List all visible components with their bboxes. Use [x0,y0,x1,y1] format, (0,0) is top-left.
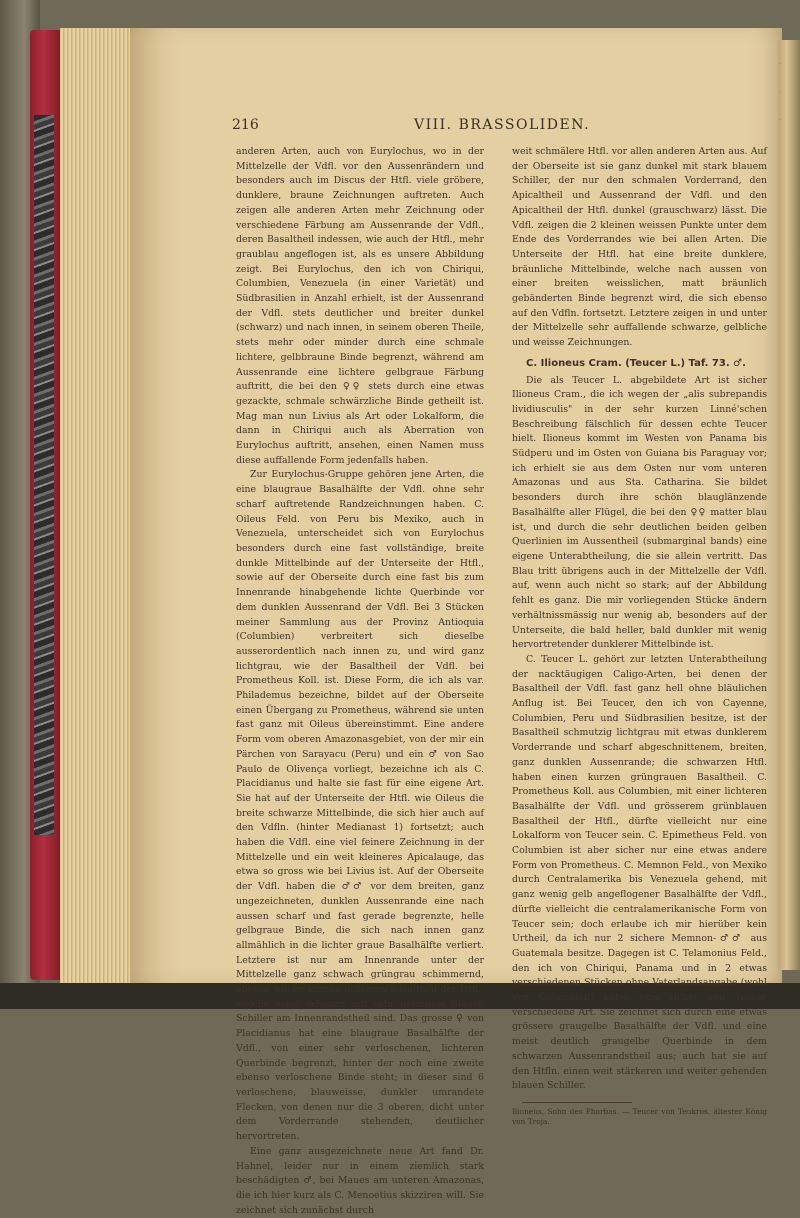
paragraph: Die als Teucer L. abgebildete Art ist sicher Ilioneus Cram., die ich wegen der „alis subrepandis lividiusculis" in der sehr kurzen Linné'schen Beschreibung fälschlich für dessen echte Teucer hielt. Ilioneus kommt im Westen von Panama bis Südperu und im Osten von Guiana bis Paraguay vor; ich erhielt sie aus dem Osten nur vom unteren Amazonas und aus Sta. Catharina. Sie bildet besonders durch ihre schön blauglänzende Basalhälfte aller Flügel, die bei den ♀♀ matter blau ist, und durch die sehr deutlichen beiden gelben Querlinien im Aussentheil (submarginal bands) eine eigene Unterabtheilung, die sie allein vertritt. Das Blau tritt übrigens auch in der Mittelzelle der Vdfl. auf, wenn auch nicht so stark; auf der Abbildung fehlt es ganz. Die mir vorliegenden Stücke ändern verhältnissmässig nur wenig ab, besonders auf der Unterseite, die bald heller, bald dunkler mit wenig hervortretender dunklerer Mittelbinde ist. [512,374,767,651]
paragraph: Eine ganz ausgezeichnete neue Art fand Dr. Hahnel, leider nur in einem ziemlich stark beschädigten ♂, bei Maues am unteren Amazonas, die ich hier kurz als C. Menoetius skizziren will. Sie zeichnet sich zunächst durch [236,1145,484,1216]
footnote: Ilioneus, Sohn des Phorbas. — Teucer von Teukros, ältester König von Troja. [512,1107,767,1126]
running-title: VIII. BRASSOLIDEN. [413,117,591,133]
paragraph: weit schmälere Htfl. vor allen anderen Arten aus. Auf der Oberseite ist sie ganz dunkel mit stark blauem Schiller, der nur den schmalen Vorderrand, den Apicaltheil und Aussenrand der Vdfl. und den Apicaltheil der Htfl. dunkel (grauschwarz) lässt. Die Vdfl. zeigen die 2 kleinen weissen Punkte unter dem Ende des Vorderrandes wie bei allen Arten. Die Unterseite der Htfl. hat eine breite dunklere, bräunliche Mittelbinde, welche nach aussen von einer breiten weisslichen, matt bräunlich gebänderten Binde begrenzt wird, die sich ebenso auf den Vdfln. fortsetzt. Letztere zeigen in und unter der Mittelzelle sehr auffallende schwarze, gelbliche und weisse Zeichnungen. [512,146,767,349]
page-number: 216 [232,117,259,133]
footnote-rule [522,1102,632,1103]
paragraph: C. Teucer L. gehört zur letzten Unterabtheilung der nacktäugigen Caligo-Arten, bei denen der Basaltheil der Vdfl. fast ganz hell ohne bläulichen Anflug ist. Bei Teucer, den ich von Cayenne, Columbien, Peru und Südbrasilien besitze, ist der Basaltheil schmutzig lichtgrau mit etwas dunklerem Vorderrande und scharf abgeschnittenem, breiten, ganz dunklen Aussenrande; die schwarzen Htfl. haben einen kurzen grüngrauen Basaltheil. C. Prometheus Koll. aus Columbien, mit einer lichteren Basalhälfte der Vdfl. und grösserem grünblauen Basaltheil der Htfl., dürfte vielleicht nur eine Lokalform von Teucer sein. C. Epimetheus Feld. von Columbien ist aber sicher nur eine etwas andere Form von Prometheus. C. Memnon Feld., von Mexiko durch Centralamerika bis Venezuela gehend, mit ganz wenig gelb angeflogener Basalhälfte der Vdfl., dürfte vielleicht die centralamerikanische Form von Teucer sein; doch erlaube ich mir hierüber kein Urtheil, da ich nur 2 sichere Memnon-♂♂ aus Guatemala besitze. Dagegen ist C. Telamonius Feld., den ich von Chiriqui, Panama und in 2 etwas verschiedenen Stücken ohne Vaterlandsangabe (wohl von Columbien) habe, eine sicher von Teucer verschiedene Art. Sie zeichnet sich durch eine etwas grössere graugelbe Basalhälfte der Vdfl. und eine meist deutlich graugelbe Querbinde in dem schwarzen Aussenrandstheil aus; auch hat sie auf den Htfln. einen weit stärkeren und weiter gehenden blauen Schiller. [512,653,767,1092]
marbled-edge [34,115,54,835]
left-column [236,145,484,1218]
paragraph: anderen Arten, auch von Eurylochus, wo in der Mittelzelle der Vdfl. vor den Aussenrändern und besonders auch im Discus der Htfl. viele gröbere, dunklere, braune Zeichnungen auftreten. Auch zeigen alle anderen Arten mehr Zeichnung oder verschiedene Färbung am Aussenrande der Vdfl., deren Basaltheil indessen, wie auch der Htfl., mehr graublau angeflogen ist, als es unsere Abbildung zeigt. Bei Eurylochus, den ich von Chiriqui, Columbien, Venezuela (in einer Varietät) und Südbrasilien in Anzahl erhielt, ist der Aussenrand der Vdfl. stets deutlicher und breiter dunkel (schwarz) und nach innen, in seinem oberen Theile, stets mehr oder minder durch eine schmale lichtere, gelbbraune Binde begrenzt, während am Aussenrande eine lichtere gelbgraue Färbung auftritt, die bei den ♀♀ stets durch eine etwas gezackte, schmale schwärzliche Binde getheilt ist. Mag man nun Livius als Art oder Lokalform, die dann in Chiriqui auch als Aberration von Eurylochus auftritt, ansehen, einen Namen muss diese auffallende Form jedenfalls haben. [236,146,484,466]
species-heading: C. Ilioneus Cram. (Teucer L.) Taf. 73. ♂. [526,357,746,369]
facing-page-edge: · · · [778,40,800,970]
paragraph: Zur Eurylochus-Gruppe gehören jene Arten, die eine blaugraue Basalhälfte der Vdfl. ohne sehr scharf auftretende Randzeichnungen haben. C. Oileus Feld. von Peru bis Mexiko, auch in Venezuela, unterscheidet sich von Eurylochus besonders durch eine fast vollständige, breite dunkle Mittelbinde auf der Unterseite der Htfl., sowie auf der Oberseite durch eine fast bis zum Innenrande hinabgehende lichte Querbinde vor dem dunklen Aussenrand der Vdfl. Bei 3 Stücken meiner Sammlung aus der Provinz Antioquia (Columbien) verbreitert sich dieselbe ausserordentlich nach innen zu, und wird ganz lichtgrau, wie der Basaltheil der Vdfl. bei Prometheus Koll. ist. Diese Form, die ich als var. Philademus bezeichne, bildet auf der Oberseite einen Übergang zu Prometheus, während sie unten fast ganz mit Oileus übereinstimmt. Eine andere Form vom oberen Amazonasgebiet, von der mir ein Pärchen von Sarayacu (Peru) und ein ♂ von Sao Paulo de Olivença vorliegt, bezeichne ich als C. Placidianus und halte sie fast für eine eigene Art. Sie hat auf der Unterseite der Htfl. wie Oileus die breite schwarze Mittelbinde, die sich hier auch auf den Vdfln. (hinter Medianast 1) fortsetzt; auch haben die Vdfl. eine viel feinere Zeichnung in der Mittelzelle und ein weit kleineres Apicalauge, das etwa so gross wie bei Livius ist. Auf der Oberseite der Vdfl. haben die ♂♂ vor dem breiten, ganz ungezeichneten, dunklen Aussenrande eine nach aussen scharf und fast gerade begrenzte, helle gelbgraue Binde, die sich nach innen ganz allmählich in die lichter graue Basalhälfte verliert. Letztere ist nur am Innenrande unter der Mittelzelle ganz schwach grüngrau schimmernd, ebenso wie im kurzen lichteren Basaltheil der Htfl., welche sonst schwarz mit sehr geringem blauen Schiller am Innenrandstheil sind. Das grosse ♀ von Placidianus hat eine blaugraue Basalhälfte der Vdfl., von einer sehr verloschenen, lichteren Querbinde begrenzt, hinter der noch eine zweite ebenso verloschene Binde steht; in dieser sind 6 verloschene, blauweisse, dunkler umrandete Flecken, von denen nur die 3 oberen, dicht unter dem Vorderrande stehenden, deutlicher hervortreten. [236,469,484,1143]
right-column [512,145,767,1127]
page-header [232,117,772,137]
page-stack-edge [60,28,140,983]
